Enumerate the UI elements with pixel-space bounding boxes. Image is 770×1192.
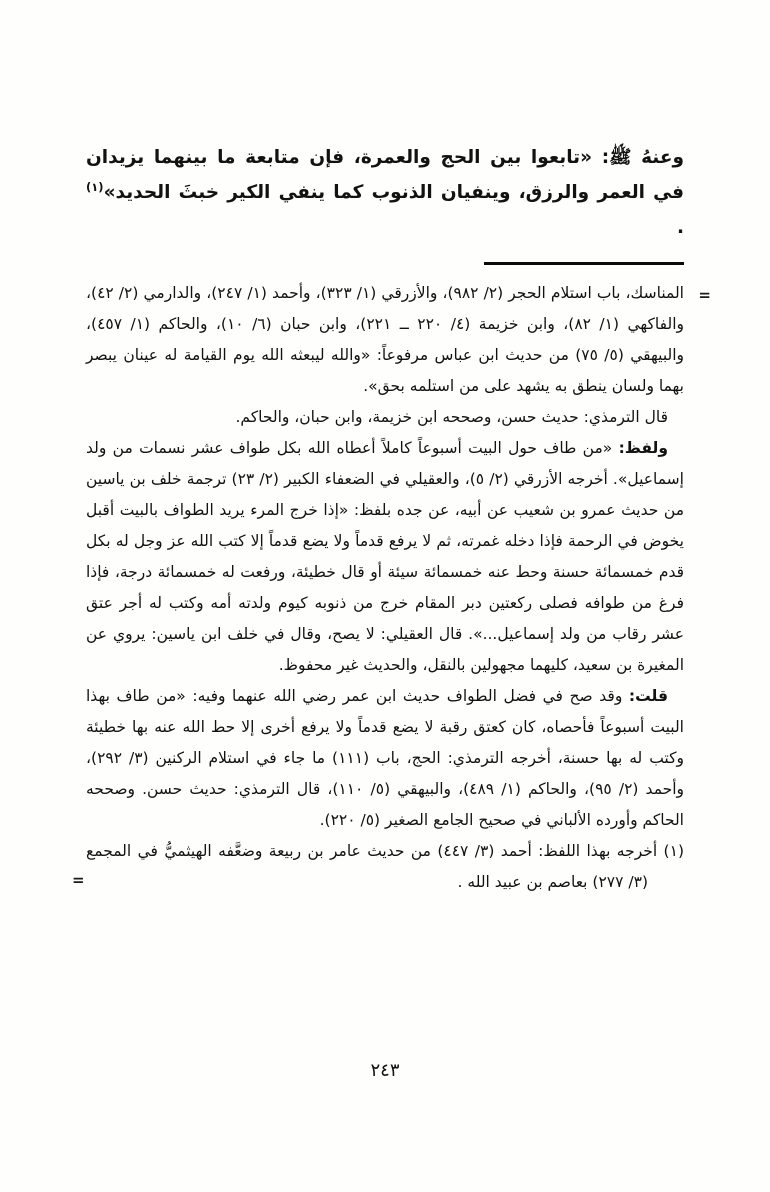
footnote-paragraph-text: «من طاف حول البيت أسبوعاً كاملاً أعطاه الله بكل طواف عشر نسمات من ولد إسماعيل». أخرجه الأزرقي (٢/ ٥)، والعقيلي في الضعفاء الكبير (٢/ ٢٣) ترجمة خلف بن ياسين من حديث عمرو بن شعيب عن أبيه، عن جده بلفظ: «إذا خرج المرء يريد الطواف بالبيت أقبل يخوض في الرحمة فإذا دخله غمرته، ثم لا يرفع قدماً ولا يضع قدماً إلا كتب الله عز وجل له بكل قدم خمسمائة حسنة وحط عنه خمسمائة سيئة أو قال خطيئة، ورفعت له خمسمائة درجة، فإذا فرغ من طوافه فصلى ركعتين دبر المقام خرج من ذنوبه كيوم ولدته أمه وكتب له أجر عتق عشر رقاب من ولد إسماعيل...». قال العقيلي: لا يصح، وقال في خلف ابن ياسين: يروي عن المغيرة بن سعيد، كليهما مجهولين بالنقل، والحديث غير محفوظ. bbox=[86, 439, 684, 675]
page-number: ٢٤٣ bbox=[370, 1060, 400, 1081]
footnote-continued-paragraph bbox=[86, 278, 684, 402]
footnote-paragraph-lead: ولفظ: bbox=[618, 439, 668, 458]
footnote-item-1 bbox=[86, 836, 684, 898]
footnote-item-text: أخرجه بهذا اللفظ: أحمد (٣/ ٤٤٧) من حديث عامر بن ربيعة وضعَّفه الهيثميُّ في المجمع (٣/ ٢٧٧) بعاصم بن عبيد الله . bbox=[86, 842, 664, 892]
footnote-separator bbox=[484, 262, 684, 265]
footnote-item-marker: (١) bbox=[663, 842, 684, 861]
continuation-marker-bottom: = bbox=[72, 871, 85, 890]
footnote-continued-paragraph bbox=[86, 433, 684, 681]
hadith-body: وعنهُ ﷺ: «تابعوا بين الحج والعمرة، فإن متابعة ما بينهما يزيدان في العمر والرزق، وينفيان الذنوب كما ينفي الكير خبثَ الحديد» bbox=[86, 147, 684, 204]
footnote-paragraph-text: المناسك، باب استلام الحجر (٢/ ٩٨٢)، والأزرقي (١/ ٣٢٣)، وأحمد (١/ ٢٤٧)، والدارمي (٢/ ٤٢)، والفاكهي (١/ ٨٢)، وابن خزيمة (٤/ ٢٢٠ ــ ٢٢١)، وابن حبان (٦/ ١٠)، والحاكم (١/ ٤٥٧)، والبيهقي (٥/ ٧٥) من حديث ابن عباس مرفوعاً: «والله ليبعثه الله يوم القيامة له عينان يبصر بهما ولسان ينطق به يشهد على من استلمه بحق». bbox=[86, 284, 685, 396]
page-content bbox=[72, 140, 711, 898]
footnote-continued-paragraph bbox=[86, 681, 684, 836]
continuation-marker-top: = bbox=[698, 286, 711, 305]
footnote-paragraph-text: وقد صح في فضل الطواف حديث ابن عمر رضي الله عنهما وفيه: «من طاف بهذا البيت أسبوعاً فأحصاه، كان كعتق رقبة لا يضع قدماً ولا يرفع أخرى إلا حط الله عنه بها خطيئة وكتب له بها حسنة، أخرجه الترمذي: الحج، باب (١١١) ما جاء في استلام الركنين (٣/ ٢٩٢)، وأحمد (٢/ ٩٥)، والحاكم (١/ ٤٨٩)، والبيهقي (٥/ ١١٠)، قال الترمذي: حديث حسن. وصححه الحاكم وأورده الألباني في صحيح الجامع الصغير (٥/ ٢٢٠). bbox=[86, 687, 685, 830]
footnotes-section bbox=[72, 278, 711, 898]
hadith-main-text bbox=[86, 140, 684, 245]
hadith-suffix: . bbox=[676, 217, 684, 239]
footnote-reference: (١) bbox=[86, 179, 104, 194]
footnote-paragraph-lead: قلت: bbox=[628, 687, 668, 706]
footnote-continued-paragraph bbox=[86, 402, 684, 433]
footnote-paragraph-text: قال الترمذي: حديث حسن، وصححه ابن خزيمة، وابن حبان، والحاكم. bbox=[235, 408, 668, 427]
